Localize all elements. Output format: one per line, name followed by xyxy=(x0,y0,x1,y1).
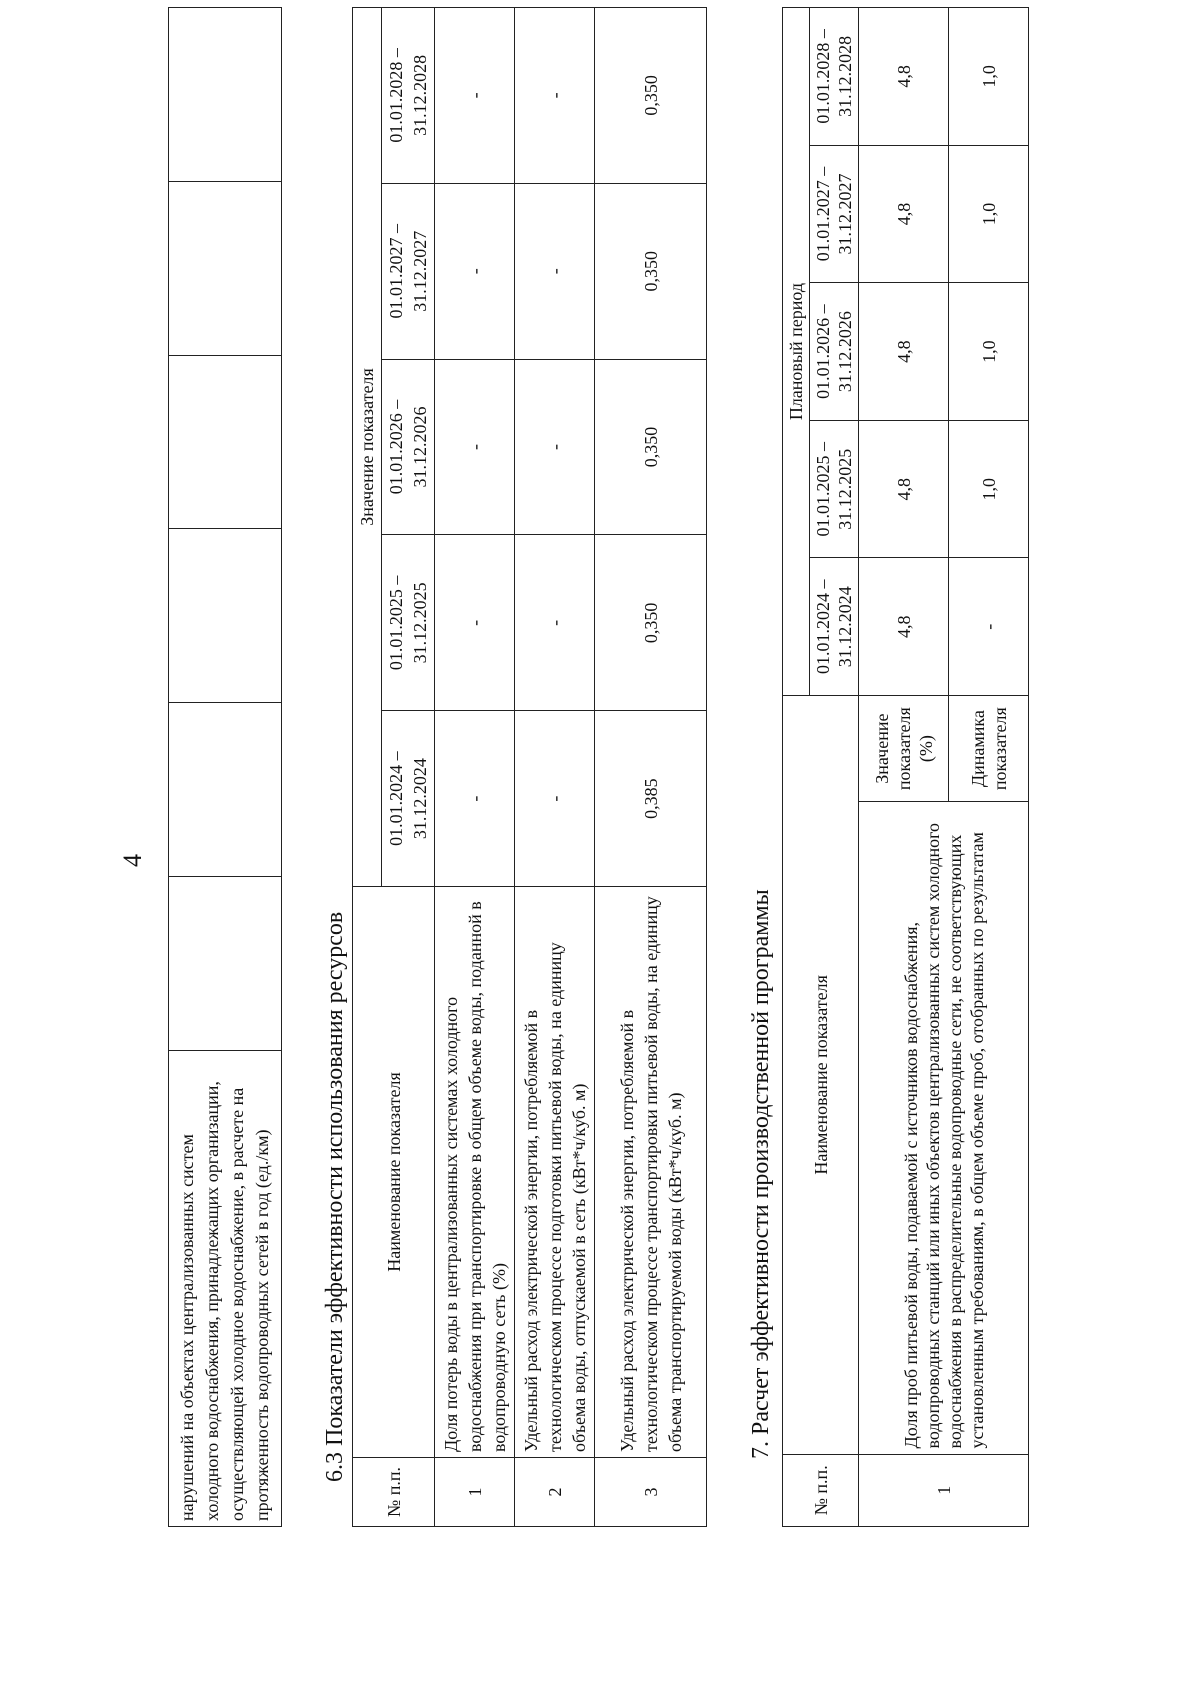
value-cell: 4,8 xyxy=(859,145,949,283)
table-row xyxy=(169,8,282,1527)
value-cell: 0,350 xyxy=(595,535,707,711)
row-num: 1 xyxy=(859,1454,1029,1526)
table-row xyxy=(515,8,595,1527)
period-header: 01.01.2025 – 31.12.2025 xyxy=(810,420,859,558)
row-num: 3 xyxy=(595,1458,707,1527)
value-cell: - xyxy=(435,535,515,711)
value-cell: - xyxy=(435,359,515,535)
value-cell: 0,350 xyxy=(595,359,707,535)
col-header-period: Плановый период xyxy=(783,8,810,696)
value-cell: - xyxy=(515,8,595,184)
sub-label-dynamics: Динамика показателя xyxy=(949,696,1029,802)
page-number: 4 xyxy=(118,854,147,867)
table-row xyxy=(595,8,707,1527)
period-header: 01.01.2027 – 31.12.2027 xyxy=(810,145,859,283)
value-cell: 4,8 xyxy=(859,283,949,421)
table-row xyxy=(435,8,515,1527)
table-cell xyxy=(169,8,282,182)
section-7-heading: 7. Расчет эффективности производственной программы xyxy=(748,889,774,1459)
period-header: 01.01.2024 – 31.12.2024 xyxy=(810,558,859,696)
row-name: Доля потерь воды в централизованных системах холодного водоснабжения при транспортировке в общем объеме воды, поданной в водопроводную сеть (%) xyxy=(435,887,515,1458)
value-cell: - xyxy=(435,8,515,184)
value-cell: 4,8 xyxy=(859,8,949,146)
sub-label-value: Значение показателя (%) xyxy=(859,696,949,802)
value-cell: 4,8 xyxy=(859,420,949,558)
period-header: 01.01.2026 – 31.12.2026 xyxy=(810,283,859,421)
table-cell xyxy=(169,703,282,877)
table-cell xyxy=(169,355,282,529)
table-cell xyxy=(169,529,282,703)
row-num: 2 xyxy=(515,1458,595,1527)
table-row xyxy=(859,8,949,1527)
resource-efficiency-table xyxy=(352,7,707,1527)
value-cell: 1,0 xyxy=(949,283,1029,421)
table-header-row xyxy=(783,8,810,1527)
row-name: Доля проб питьевой воды, подаваемой с источников водоснабжения, водопроводных станций или иных объектов централизованных систем холодного водоснабжения в распределительные водопроводные сети, не соответствующих установленным требованиям, в общем объеме проб, отобранных по результатам xyxy=(859,802,1029,1454)
period-header: 01.01.2025 – 31.12.2025 xyxy=(382,535,435,711)
continued-row-text: нарушений на объектах централизованных систем холодного водоснабжения, принадлежащих организации, осуществляющей холодное водоснабжение, в расчете на протяженность водопроводных сетей в год (ед./км) xyxy=(169,1050,282,1526)
value-cell: - xyxy=(435,711,515,887)
value-cell: 0,350 xyxy=(595,183,707,359)
col-header-value: Значение показателя xyxy=(353,8,382,887)
value-cell: - xyxy=(515,711,595,887)
row-name: Удельный расход электрической энергии, потребляемой в технологическом процессе подготовки питьевой воды, на единицу объема воды, отпускаемой в сеть (кВт*ч/куб. м) xyxy=(515,887,595,1458)
col-header-name: Наименование показателя xyxy=(783,696,859,1454)
period-header: 01.01.2028 – 31.12.2028 xyxy=(382,8,435,184)
col-header-num: № п.п. xyxy=(353,1458,435,1527)
table-header-row xyxy=(353,8,382,1527)
value-cell: - xyxy=(435,183,515,359)
value-cell: - xyxy=(515,359,595,535)
value-cell: 1,0 xyxy=(949,145,1029,283)
period-header: 01.01.2026 – 31.12.2026 xyxy=(382,359,435,535)
value-cell: - xyxy=(515,535,595,711)
table-cell xyxy=(169,877,282,1051)
value-cell: 1,0 xyxy=(949,8,1029,146)
program-efficiency-table xyxy=(782,7,1029,1527)
value-cell: - xyxy=(949,558,1029,696)
period-header: 01.01.2027 – 31.12.2027 xyxy=(382,183,435,359)
value-cell: 1,0 xyxy=(949,420,1029,558)
row-num: 1 xyxy=(435,1458,515,1527)
value-cell: 0,385 xyxy=(595,711,707,887)
col-header-name: Наименование показателя xyxy=(353,887,435,1458)
section-6-3-heading: 6.3 Показатели эффективности использования ресурсов xyxy=(322,911,348,1482)
period-header: 01.01.2028 – 31.12.2028 xyxy=(810,8,859,146)
period-header: 01.01.2024 – 31.12.2024 xyxy=(382,711,435,887)
col-header-num: № п.п. xyxy=(783,1454,859,1526)
table-cell xyxy=(169,181,282,355)
value-cell: - xyxy=(515,183,595,359)
value-cell: 4,8 xyxy=(859,558,949,696)
row-name: Удельный расход электрической энергии, потребляемой в технологическом процессе транспортировки питьевой воды, на единицу объема транспортируемой воды (кВт*ч/куб. м) xyxy=(595,887,707,1458)
continued-table xyxy=(168,7,282,1527)
value-cell: 0,350 xyxy=(595,8,707,184)
